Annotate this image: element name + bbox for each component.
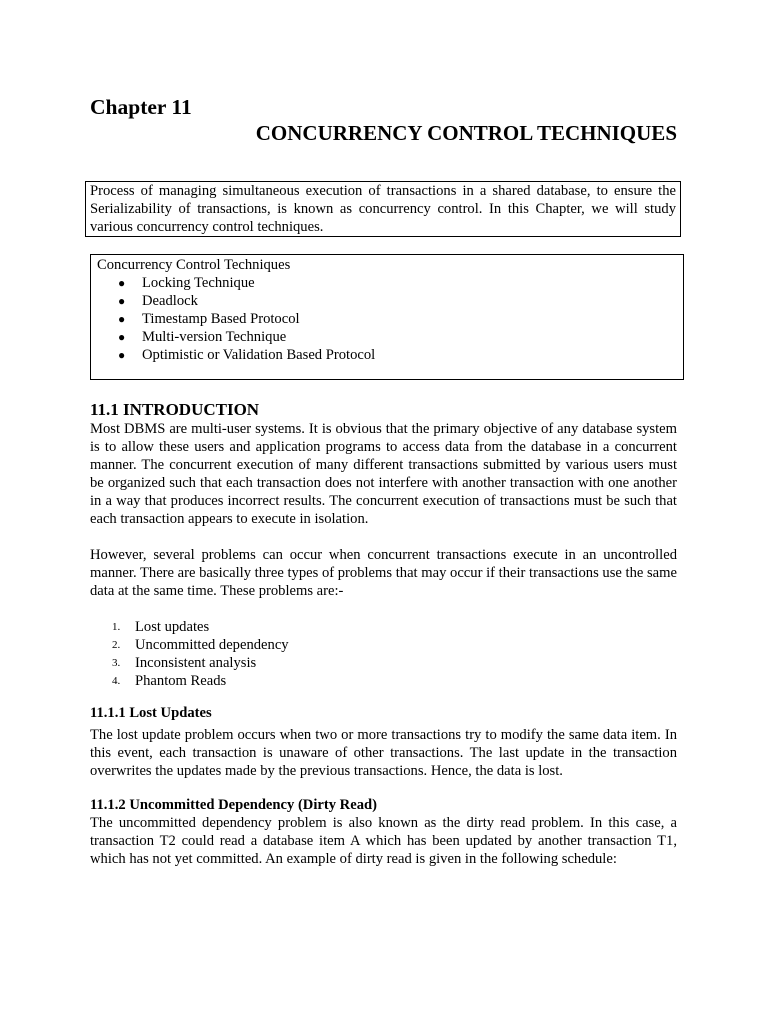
list-item: ● Deadlock — [118, 293, 198, 309]
techniques-list — [97, 274, 683, 364]
techniques-box — [90, 254, 684, 380]
lost-updates-heading: 11.1.1 Lost Updates — [90, 705, 212, 721]
list-item: ● Locking Technique — [118, 275, 255, 291]
introduction-section — [90, 400, 677, 690]
lost-updates-section — [90, 704, 677, 780]
bullet-icon: ● — [118, 330, 126, 344]
bullet-icon: ● — [118, 348, 126, 362]
uncommitted-dependency-heading: 11.1.2 Uncommitted Dependency (Dirty Read) — [90, 797, 377, 813]
uncommitted-dependency-paragraph: The uncommitted dependency problem is also known as the dirty read problem. In this case, a transaction T2 could read a database item A which has been updated by another transaction T1, which has not yet committed. An example of dirty read is given in the following schedule: — [90, 815, 677, 867]
abstract-text: Process of managing simultaneous execution of transactions in a shared database, to ensure the Serializability of transactions, is known as concurrency control. In this Chapter, we will study various concurrency control techniques. — [90, 183, 676, 235]
chapter-number: Chapter 11 — [90, 95, 192, 119]
list-item: 4. Phantom Reads — [112, 673, 227, 689]
bullet-icon: ● — [118, 312, 126, 326]
uncommitted-dependency-section — [90, 796, 677, 868]
chapter-title: CONCURRENCY CONTROL TECHNIQUES — [255, 121, 677, 145]
bullet-icon: ● — [118, 276, 126, 290]
list-item: ● Timestamp Based Protocol — [118, 311, 300, 327]
introduction-heading: 11.1 INTRODUCTION — [90, 400, 260, 419]
introduction-paragraph-2: However, several problems can occur when concurrent transactions execute in an uncontrolled manner. There are basically three types of problems that may occur if their transactions use the same data at the same time. These problems are:- — [90, 547, 677, 599]
introduction-paragraph-1: Most DBMS are multi-user systems. It is obvious that the primary objective of any database system is to allow these users and application programs to access data from the database in a concurrent manner. The concurrent execution of many different transactions submitted by various users must be organized such that each transaction does not interfere with another transaction with one another in a way that produces incorrect results. The concurrent execution of transactions must be such that each transaction appears to execute in isolation. — [90, 421, 677, 527]
abstract-box — [85, 181, 681, 237]
document-page — [90, 94, 678, 867]
list-item: ● Optimistic or Validation Based Protocol — [118, 347, 376, 363]
list-item: 3. Inconsistent analysis — [112, 655, 257, 671]
list-item: ● Multi-version Technique — [118, 329, 287, 345]
bullet-icon: ● — [118, 294, 126, 308]
problems-list — [90, 618, 677, 690]
list-item: 2. Uncommitted dependency — [112, 637, 289, 653]
techniques-box-title: Concurrency Control Techniques — [97, 257, 291, 273]
lost-updates-paragraph: The lost update problem occurs when two or more transactions try to modify the same data item. In this event, each transaction is unaware of other transactions. The last update in the transaction overwrites the updates made by the previous transactions. Hence, the data is lost. — [90, 727, 677, 779]
list-item: 1. Lost updates — [112, 619, 210, 635]
